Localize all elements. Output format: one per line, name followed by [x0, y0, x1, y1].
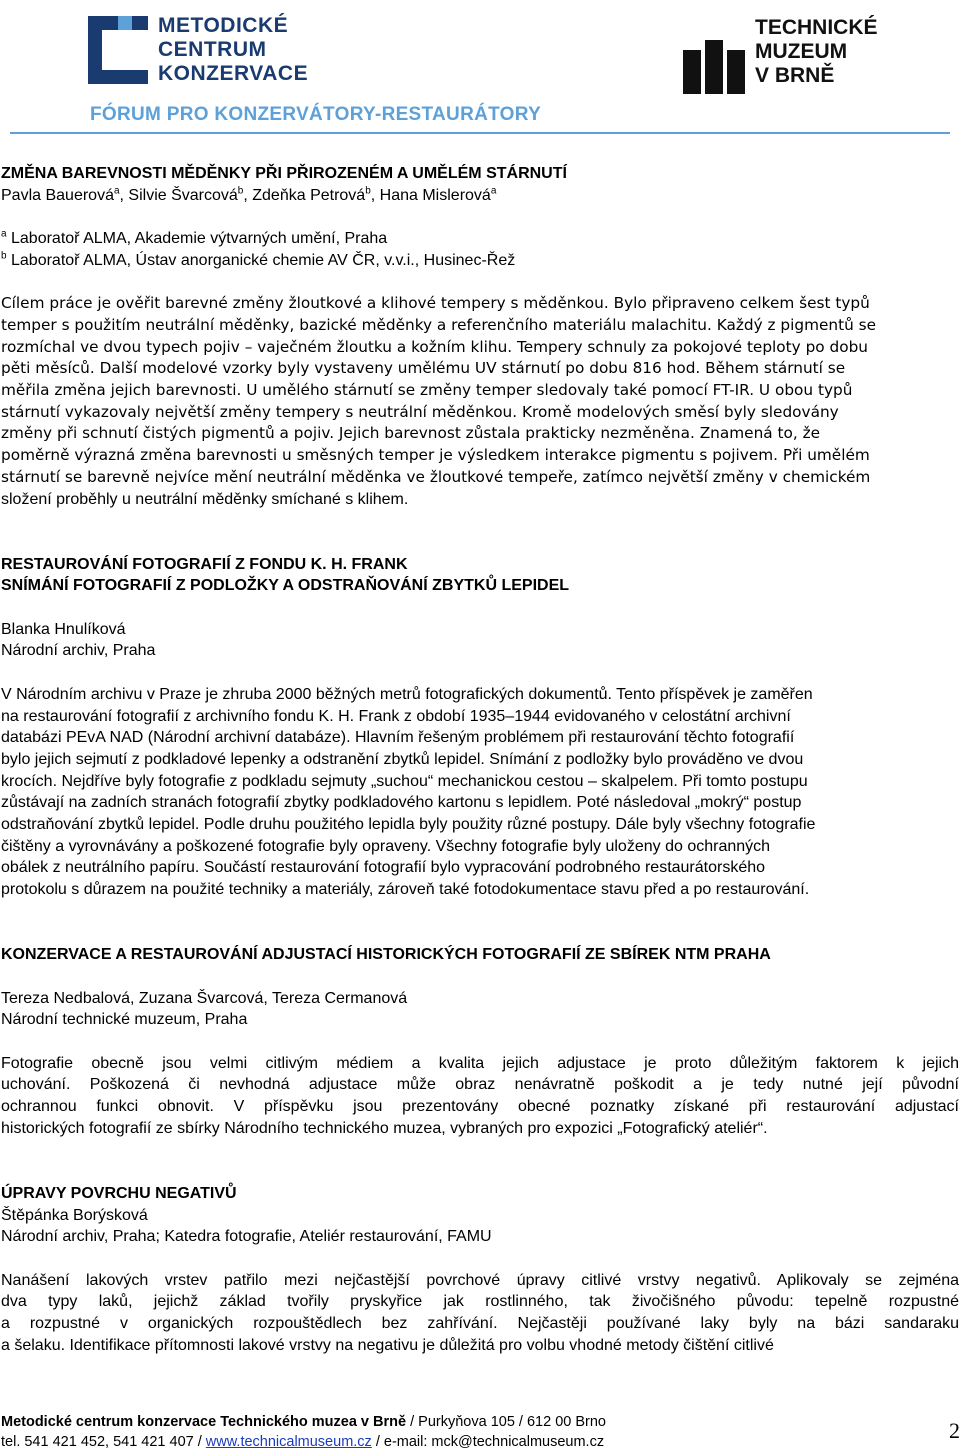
article2-abstract: [1, 684, 959, 901]
article3-affiliation: Národní technické muzeum, Praha: [1, 1011, 248, 1029]
page-footer: [1, 1412, 951, 1452]
article2-author: Blanka Hnulíková: [1, 620, 126, 638]
article1-affiliation-a: [1, 228, 959, 250]
abstract-line: na restaurování fotografií z archivního fondu K. H. Frank z období 1935–1944 evidovaného v celostátní archivní: [1, 707, 791, 725]
abstract-line: databázi PEvA NAD (Národní archivní databáze). Hlavním řešeným problémem při restaurování těchto fotografií: [1, 729, 795, 747]
article3-abstract: [1, 1053, 959, 1140]
author-name: Hana Mislerová: [379, 186, 491, 204]
abstract-line: bylo jejich sejmutí z podkladové lepenky a odstranění zbytků lepidel. Snímání z podložky bylo prováděno ve dvou: [1, 750, 804, 768]
abstract-line: Nanášení lakových vrstev patřilo mezi nejčastější povrchové úpravy citlivé vrstvy negativů. Aplikovaly se zejména: [1, 1271, 959, 1289]
footer-line-2: [1, 1432, 951, 1452]
tmb-logo-mark-icon: [683, 40, 745, 94]
article1-abstract: [1, 293, 959, 510]
article4-abstract: [1, 1270, 959, 1357]
abstract-line: rozmíchal ve dvou typech pojiv – vaječném žloutku a kožním klihu. Tempery schnuly za pokojové teploty po dobu: [1, 337, 868, 356]
abstract-line: složení proběhly u neutrální měděnky smíchané s klihem.: [1, 490, 409, 508]
article4-affiliation: Národní archiv, Praha; Katedra fotografie, Ateliér restaurování, FAMU: [1, 1228, 492, 1246]
footer-address: / Purkyňova 105 / 612 00 Brno: [406, 1414, 606, 1430]
header-divider: [10, 132, 950, 134]
abstract-line: dva typy laků, jejichž základ tvořily pryskyřice jak rostlinného, tak živočišného původu: tepelně rozpustné: [1, 1293, 959, 1311]
article2-title: RESTAUROVÁNÍ FOTOGRAFIÍ Z FONDU K. H. FRANK: [1, 555, 408, 573]
article2-affiliation: Národní archiv, Praha: [1, 642, 156, 660]
abstract-line: a rozpustné v organických rozpouštědlech bez zahřívání. Nejčastěji používané laky byly na bázi sandaraku: [1, 1315, 959, 1333]
page-content: [1, 163, 959, 1357]
mck-line-3: KONZERVACE: [158, 62, 309, 85]
tmb-line-1: TECHNICKÉ: [755, 16, 878, 39]
article2-subtitle: SNÍMÁNÍ FOTOGRAFIÍ Z PODLOŽKY A ODSTRAŇOVÁNÍ ZBYTKŮ LEPIDEL: [1, 577, 570, 595]
abstract-line: historických fotografií ze sbírky Národního technického muzea, vybraných pro expozici „Fotografický ateliér“.: [1, 1119, 768, 1137]
abstract-line: Cílem práce je ověřit barevné změny žloutkové a klihové tempery s měděnkou. Bylo připraveno celkem šest typů: [1, 294, 870, 313]
article1-title: ZMĚNA BAREVNOSTI MĚDĚNKY PŘI PŘIROZENÉM A UMĚLÉM STÁRNUTÍ: [1, 165, 567, 182]
tmb-line-3: V BRNĚ: [755, 64, 835, 87]
website-link[interactable]: www.technicalmuseum.cz: [205, 1434, 372, 1450]
footer-line-1: [1, 1412, 951, 1432]
page-number: 2: [949, 1418, 960, 1443]
author-name: Silvie Švarcová: [128, 186, 238, 204]
affiliation-text: Laboratoř ALMA, Ústav anorganické chemie AV ČR, v.v.i., Husinec-Řež: [6, 251, 516, 269]
forum-title: FÓRUM PRO KONZERVÁTORY-RESTAURÁTORY: [90, 104, 542, 125]
tmb-line-2: MUZEUM: [755, 40, 848, 63]
article4-title: ÚPRAVY POVRCHU NEGATIVŮ: [1, 1184, 237, 1202]
abstract-line: temper s použitím neutrální měděnky, bazické měděnky a referenčního materiálu malachitu. Každý z pigmentů se: [1, 315, 877, 334]
abstract-line: a šelaku. Identifikace přítomnosti lakové vrstvy na negativu je důležitá pro volbu vhodné metody čištění citlivé: [1, 1336, 774, 1354]
author-sup: a: [113, 185, 120, 197]
author-separator: ,: [243, 186, 253, 204]
footer-phone: tel. 541 421 452, 541 421 407 /: [1, 1434, 206, 1450]
abstract-line: čištěny a vyrovnávány a poškozené fotografie byly opraveny. Všechny fotografie byly uloženy do ochranných: [1, 837, 771, 855]
affiliation-sup: b: [1, 250, 7, 262]
mck-logo-mark-icon: [88, 16, 148, 84]
article1-affiliation-b: [1, 250, 959, 272]
abstract-line: pěti měsíců. Další modelové vzorky byly vystaveny umělému UV stárnutí po dobu 816 hod. Během stárnutí se: [1, 359, 846, 378]
tmb-logo: [683, 12, 883, 92]
abstract-line: stárnutí vykazovaly největší změny tempery s neutrální měděnkou. Kromě modelových směsí byly sledovány: [1, 402, 839, 421]
affiliation-text: Laboratoř ALMA, Akademie výtvarných umění, Praha: [6, 230, 388, 248]
tmb-logo-text: [755, 16, 878, 88]
article3-authors: Tereza Nedbalová, Zuzana Švarcová, Tereza Cermanová: [1, 989, 408, 1007]
footer-organization: Metodické centrum konzervace Technického muzea v Brně: [1, 1414, 407, 1430]
abstract-line: stárnutí se barevně nejvíce mění neutrální měděnka ve žloutkové tempeře, zatímco největší změny v chemickém: [1, 467, 871, 486]
footer-email: / e-mail: mck@technicalmuseum.cz: [371, 1434, 605, 1450]
author-name: Zdeňka Petrová: [252, 186, 366, 204]
abstract-line: protokolu s důrazem na použité techniky a materiály, zároveň také fotodokumentace stavu před a po restaurování.: [1, 881, 810, 899]
abstract-line: uchování. Poškozená či nevhodná adjustace může obraz nenávratně poškodit a je tedy nutné její původní: [1, 1076, 959, 1094]
abstract-line: V Národním archivu v Praze je zhruba 2000 běžných metrů fotografických dokumentů. Tento příspěvek je zaměřen: [1, 685, 813, 703]
article3-title: KONZERVACE A RESTAUROVÁNÍ ADJUSTACÍ HISTORICKÝCH FOTOGRAFIÍ ZE SBÍREK NTM PRAHA: [1, 946, 771, 964]
abstract-line: měřila změna jejich barevnosti. U umělého stárnutí se změny temper sledovaly také pomocí FT-IR. U obou typů: [1, 381, 853, 399]
abstract-line: změny při schnutí čistých pigmentů a pojiv. Jejich barevnost zůstala prakticky nezměněna. Znamená to, že: [1, 424, 821, 443]
abstract-line: ochrannou funkci obnovit. V příspěvku jsou prezentovány obecné poznatky získané při restaurování adjustací: [1, 1098, 959, 1116]
author-sup: b: [365, 185, 371, 197]
author-name: Pavla Bauerová: [1, 186, 114, 204]
article1-authors: [1, 185, 959, 207]
abstract-line: Fotografie obecně jsou velmi citlivým médiem a kvalita jejich adjustace je proto důležitým faktorem k jejich: [1, 1054, 959, 1072]
mck-logo: [88, 14, 309, 94]
page-header: [0, 0, 960, 140]
affiliation-sup: a: [1, 228, 7, 240]
abstract-line: poměrně výrazná změna barevnosti u směsných temper je výsledkem interakce pigmentu s pojivem. Při umělém: [1, 446, 870, 465]
article4-author: Štěpánka Borýsková: [1, 1206, 148, 1224]
abstract-line: odstraňování zbytků lepidel. Podle druhu použitého lepidla byly použity různé postupy. Dále byly všechny fotografie: [1, 816, 816, 834]
mck-logo-text: [158, 14, 308, 86]
abstract-line: krocích. Nejdříve byly fotografie z podkladu sejmuty „suchou“ mechanickou cestou – skalpelem. Při tomto postupu: [1, 772, 808, 790]
author-separator: ,: [119, 186, 129, 204]
author-sup: a: [490, 185, 497, 197]
abstract-line: zůstávají na zadních stranách fotografií zbytky podkladového kartonu s lepidlem. Poté následoval „mokrý“ postup: [1, 794, 802, 812]
mck-line-2: CENTRUM: [158, 38, 267, 61]
abstract-line: obálek z neutrálního papíru. Součástí restaurování fotografií bylo vypracování podrobného restaurátorského: [1, 859, 766, 877]
author-separator: ,: [370, 186, 380, 204]
mck-line-1: METODICKÉ: [158, 14, 289, 37]
author-sup: b: [237, 185, 244, 197]
